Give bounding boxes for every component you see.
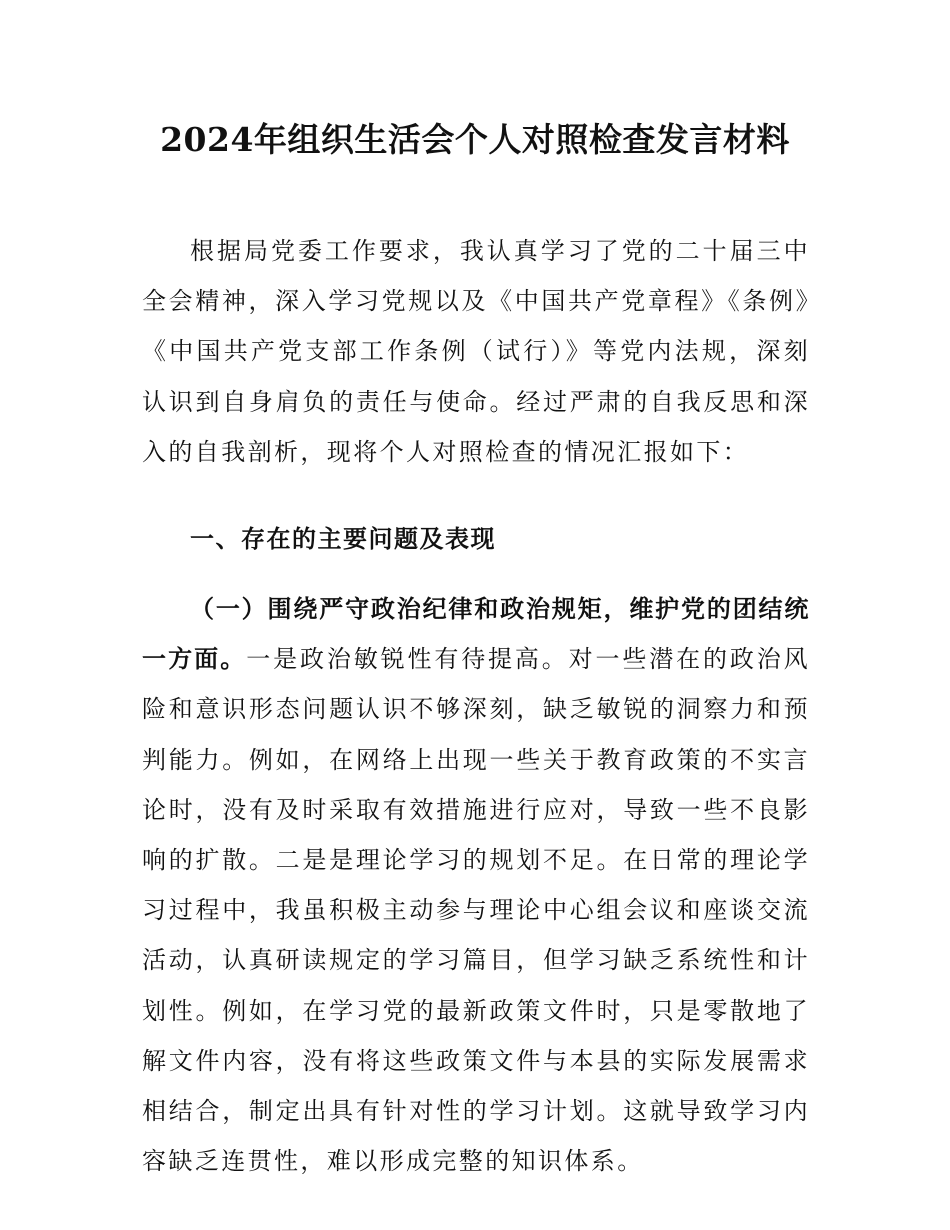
document-title: 2024年组织生活会个人对照检查发言材料 xyxy=(160,120,790,159)
section-heading: 一、存在的主要问题及表现 xyxy=(190,525,496,553)
intro-paragraph: 根据局党委工作要求，我认真学习了党的二十届三中全会精神，深入学习党规以及《中国共产党章程》《条例》《中国共产党支部工作条例（试行）》等党内法规，深刻认识到自身肩负的责任与使命。经过严肃的自我反思和深入的自我剖析，现将个人对照检查的情况汇报如下： xyxy=(142,237,810,466)
paragraph-body: 一是政治敏锐性有待提高。对一些潜在的政治风险和意识形态问题认识不够深刻，缺乏敏锐的洞察力和预判能力。例如，在网络上出现一些关于教育政策的不实言论时，没有及时采取有效措施进行应对，导致一些不良影响的扩散。二是是理论学习的规划不足。在日常的理论学习过程中，我虽积极主动参与理论中心组会议和座谈交流活动，认真研读规定的学习篇目，但学习缺乏系统性和计划性。例如，在学习党的最新政策文件时，只是零散地了解文件内容，没有将这些政策文件与本县的实际发展需求相结合，制定出具有针对性的学习计划。这就导致学习内容缺乏连贯性，难以形成完整的知识体系。 xyxy=(142,645,810,1176)
section-1-paragraph xyxy=(142,584,810,1186)
paragraph-lead-heading: （一）围绕严守政治纪律和政治规矩，维护党的团结统一方面。 xyxy=(142,595,810,674)
